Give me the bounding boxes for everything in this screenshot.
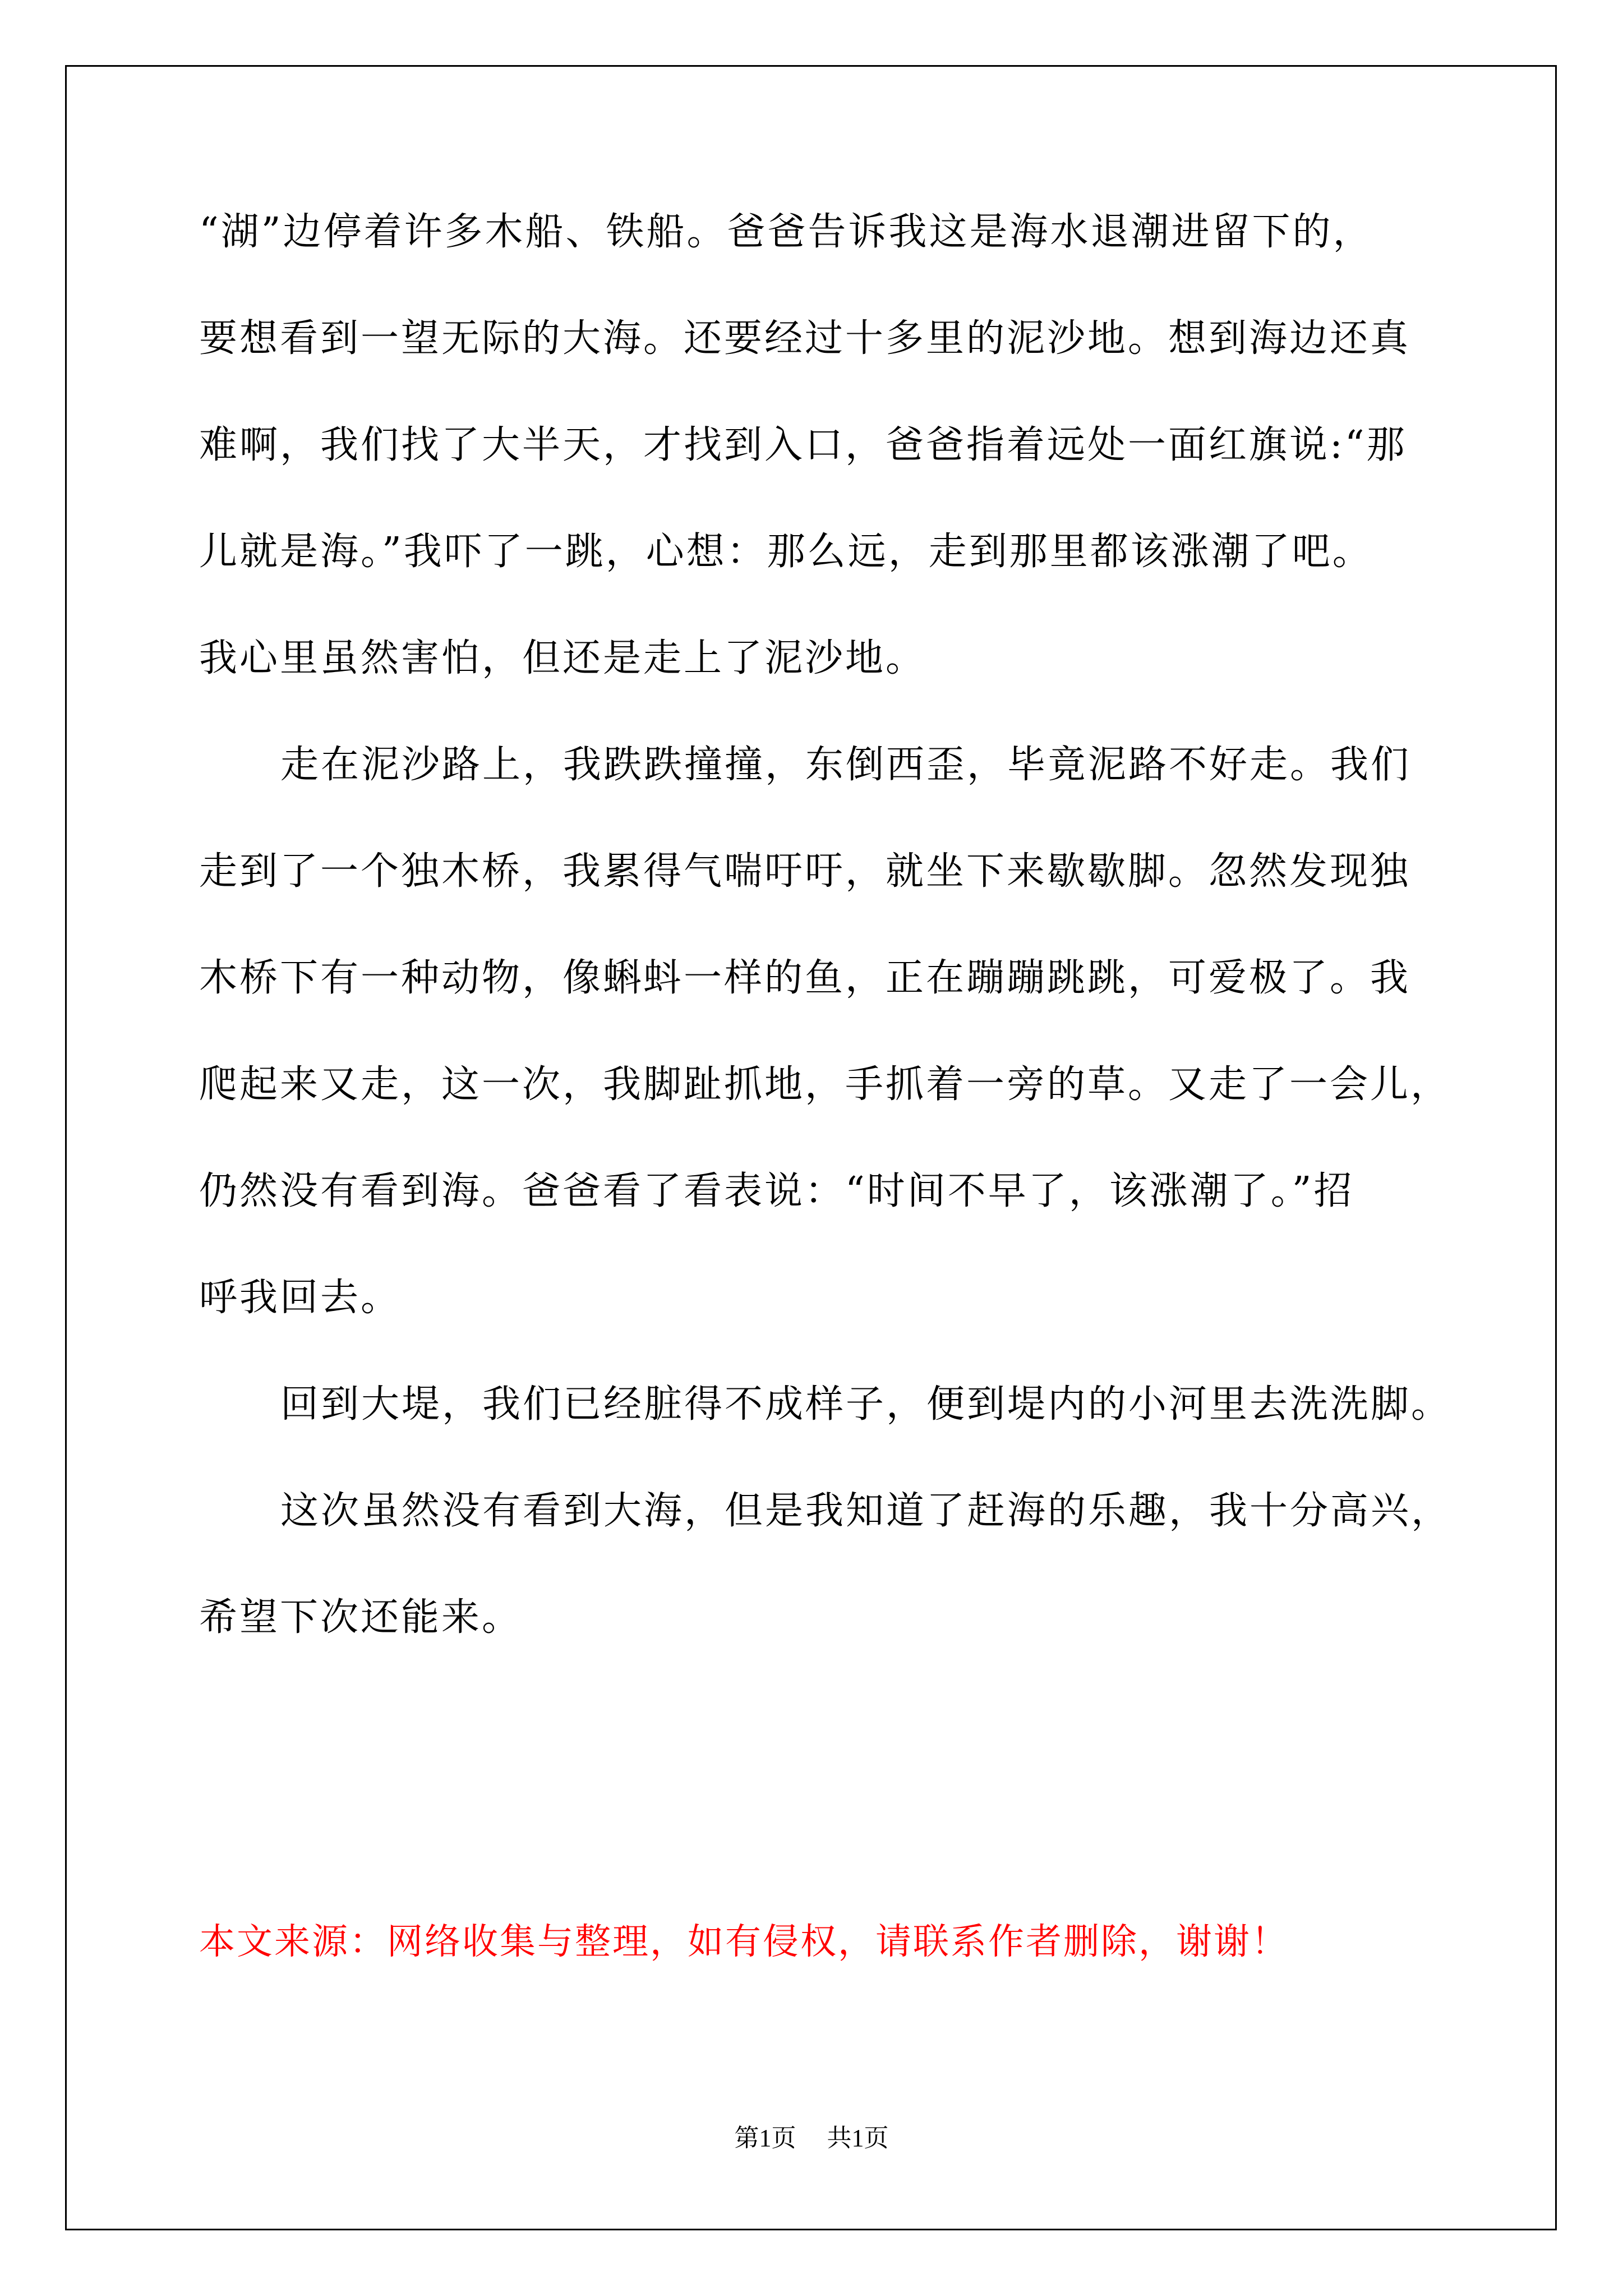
paragraph-start-line: 回到大堤，我们已经脏得不成样子，便到堤内的小河里去洗洗脚。 xyxy=(280,1382,1452,1427)
page-number: 第1页 xyxy=(734,2124,796,2152)
text-line: 要想看到一望无际的大海。还要经过十多里的泥沙地。想到海边还真 xyxy=(199,316,1411,361)
text-line: 我心里虽然害怕，但还是走上了泥沙地。 xyxy=(199,636,926,680)
text-line: 呼我回去。 xyxy=(199,1276,402,1320)
text-line: 仍然没有看到海。爸爸看了看表说：“时间不早了，该涨潮了。”招 xyxy=(199,1169,1354,1213)
text-line: 儿就是海。”我吓了一跳，心想：那么远，走到那里都该涨潮了吧。 xyxy=(199,530,1373,574)
text-line: 希望下次还能来。 xyxy=(199,1595,523,1640)
source-disclaimer: 本文来源：网络收集与整理，如有侵权，请联系作者删除，谢谢！ xyxy=(199,1921,1289,1963)
page-footer xyxy=(0,2126,1623,2151)
text-line: 木桥下有一种动物，像蝌蚪一样的鱼，正在蹦蹦跳跳，可爱极了。我 xyxy=(199,956,1411,1000)
text-line: “湖”边停着许多木船、铁船。爸爸告诉我这是海水退潮进留下的， xyxy=(199,210,1373,254)
essay-body xyxy=(199,210,1452,1705)
paragraph-start-line: 这次虽然没有看到大海，但是我知道了赶海的乐趣，我十分高兴， xyxy=(280,1489,1452,1533)
page-total: 共1页 xyxy=(827,2124,889,2152)
text-line: 走到了一个独木桥，我累得气喘吁吁，就坐下来歇歇脚。忽然发现独 xyxy=(199,849,1411,894)
text-line: 难啊，我们找了大半天，才找到入口，爸爸指着远处一面红旗说:“那 xyxy=(199,423,1407,467)
text-line: 爬起来又走，这一次，我脚趾抓地，手抓着一旁的草。又走了一会儿， xyxy=(199,1062,1451,1107)
paragraph-start-line: 走在泥沙路上，我跌跌撞撞，东倒西歪，毕竟泥路不好走。我们 xyxy=(280,743,1412,787)
